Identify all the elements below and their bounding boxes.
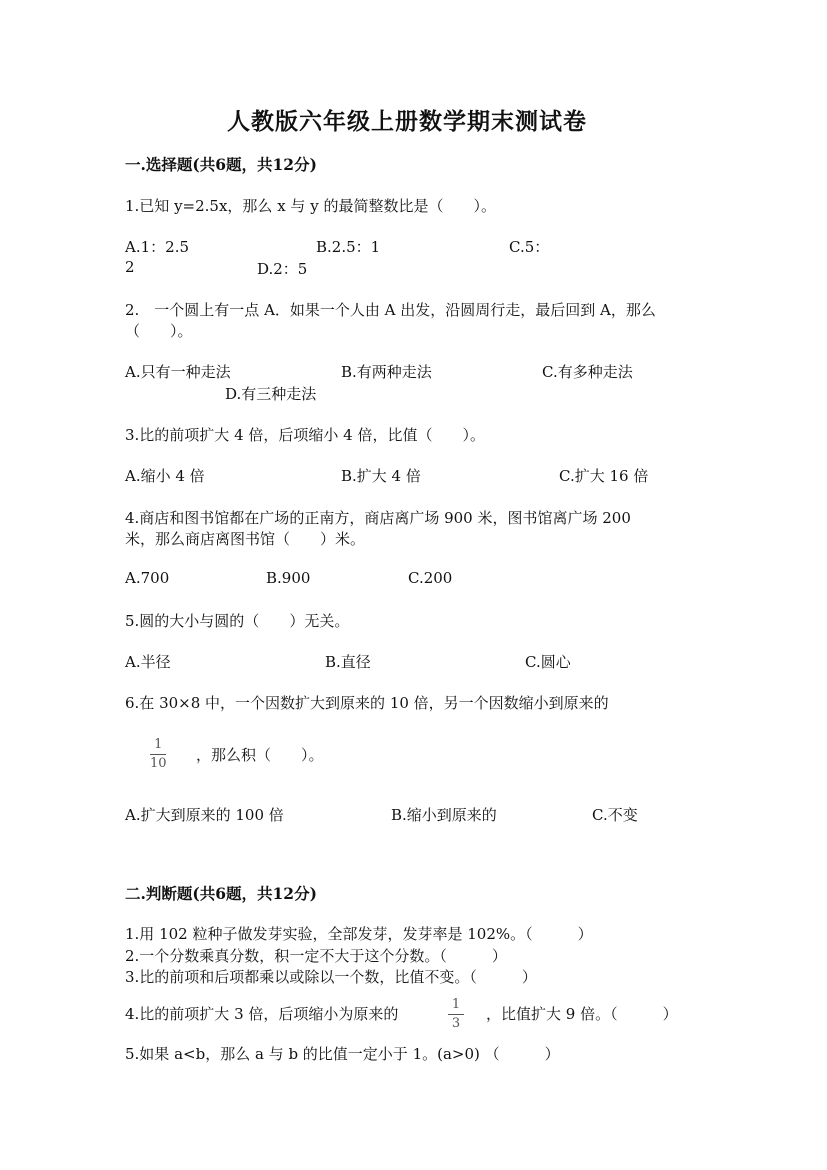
question-1-stem: 1.已知 y=2.5x，那么 x 与 y 的最简整数比是（ ）。 xyxy=(125,197,496,215)
question-2-option-d: D.有三种走法 xyxy=(225,385,317,403)
question-2-option-c: C.有多种走法 xyxy=(542,363,633,381)
question-2-option-a: A.只有一种走法 xyxy=(125,363,231,381)
question-6-fraction-numerator: 1 xyxy=(154,737,163,752)
judgement-3: 3.比的前项和后项都乘以或除以一个数，比值不变。（ ） xyxy=(125,968,537,986)
question-2-stem-line2: （ ）。 xyxy=(125,322,193,340)
section-heading-judgement: 二.判断题(共6题，共12分) xyxy=(125,884,317,903)
question-6-fraction-denominator: 10 xyxy=(150,756,167,771)
question-5-option-a: A.半径 xyxy=(125,653,171,671)
judgement-5: 5.如果 a<b，那么 a 与 b 的比值一定小于 1。(a>0) （ ） xyxy=(125,1045,560,1063)
page-title: 人教版六年级上册数学期末测试卷 xyxy=(227,108,587,135)
question-1-option-d: D.2：5 xyxy=(257,260,308,278)
judgement-4-stem-part2: ，比值扩大 9 倍。（ ） xyxy=(486,1005,678,1023)
question-1-option-c: C.5： xyxy=(509,238,550,256)
fraction-bar xyxy=(448,1014,464,1015)
question-6-option-a: A.扩大到原来的 100 倍 xyxy=(125,806,284,824)
question-4-option-a: A.700 xyxy=(125,569,170,587)
question-1-option-c-continued: 2 xyxy=(125,258,135,276)
question-3-option-a: A.缩小 4 倍 xyxy=(125,467,205,485)
question-1-option-a: A.1：2.5 xyxy=(125,238,189,256)
question-2-option-b: B.有两种走法 xyxy=(341,363,432,381)
judgement-4-stem-part1: 4.比的前项扩大 3 倍，后项缩小为原来的 xyxy=(125,1005,399,1023)
judgement-2: 2.一个分数乘真分数，积一定不大于这个分数。（ ） xyxy=(125,947,507,965)
question-4-stem-line2: 米，那么商店离图书馆（ ）米。 xyxy=(125,530,366,548)
question-1-option-b: B.2.5：1 xyxy=(316,238,381,256)
question-4-option-b: B.900 xyxy=(266,569,311,587)
question-5-stem: 5.圆的大小与圆的（ ）无关。 xyxy=(125,612,350,630)
question-6-option-c: C.不变 xyxy=(592,806,638,824)
question-6-fraction xyxy=(150,738,167,771)
question-5-option-b: B.直径 xyxy=(325,653,371,671)
fraction-bar xyxy=(150,754,166,755)
judgement-4-fraction-denominator: 3 xyxy=(451,1016,461,1031)
question-6-option-b: B.缩小到原来的 xyxy=(391,806,497,824)
section-heading-choice: 一.选择题(共6题，共12分) xyxy=(125,155,317,174)
question-4-stem-line1: 4.商店和图书馆都在广场的正南方，商店离广场 900 米，图书馆离广场 200 xyxy=(125,509,631,527)
judgement-4-fraction-numerator: 1 xyxy=(451,997,461,1012)
judgement-4-fraction xyxy=(448,998,464,1031)
question-6-stem-line1: 6.在 30×8 中，一个因数扩大到原来的 10 倍，另一个因数缩小到原来的 xyxy=(125,694,609,712)
question-5-option-c: C.圆心 xyxy=(525,653,571,671)
judgement-1: 1.用 102 粒种子做发芽实验，全部发芽，发芽率是 102%。（ ） xyxy=(125,925,593,943)
question-3-stem: 3.比的前项扩大 4 倍，后项缩小 4 倍，比值（ ）。 xyxy=(125,426,485,444)
question-6-stem-line2: ，那么积（ ）。 xyxy=(196,746,324,764)
question-3-option-b: B.扩大 4 倍 xyxy=(341,467,421,485)
question-2-stem-line1: 2. 一个圆上有一点 A．如果一个人由 A 出发，沿圆周行走，最后回到 A，那么 xyxy=(125,301,656,319)
question-4-option-c: C.200 xyxy=(408,569,453,587)
question-3-option-c: C.扩大 16 倍 xyxy=(559,467,649,485)
